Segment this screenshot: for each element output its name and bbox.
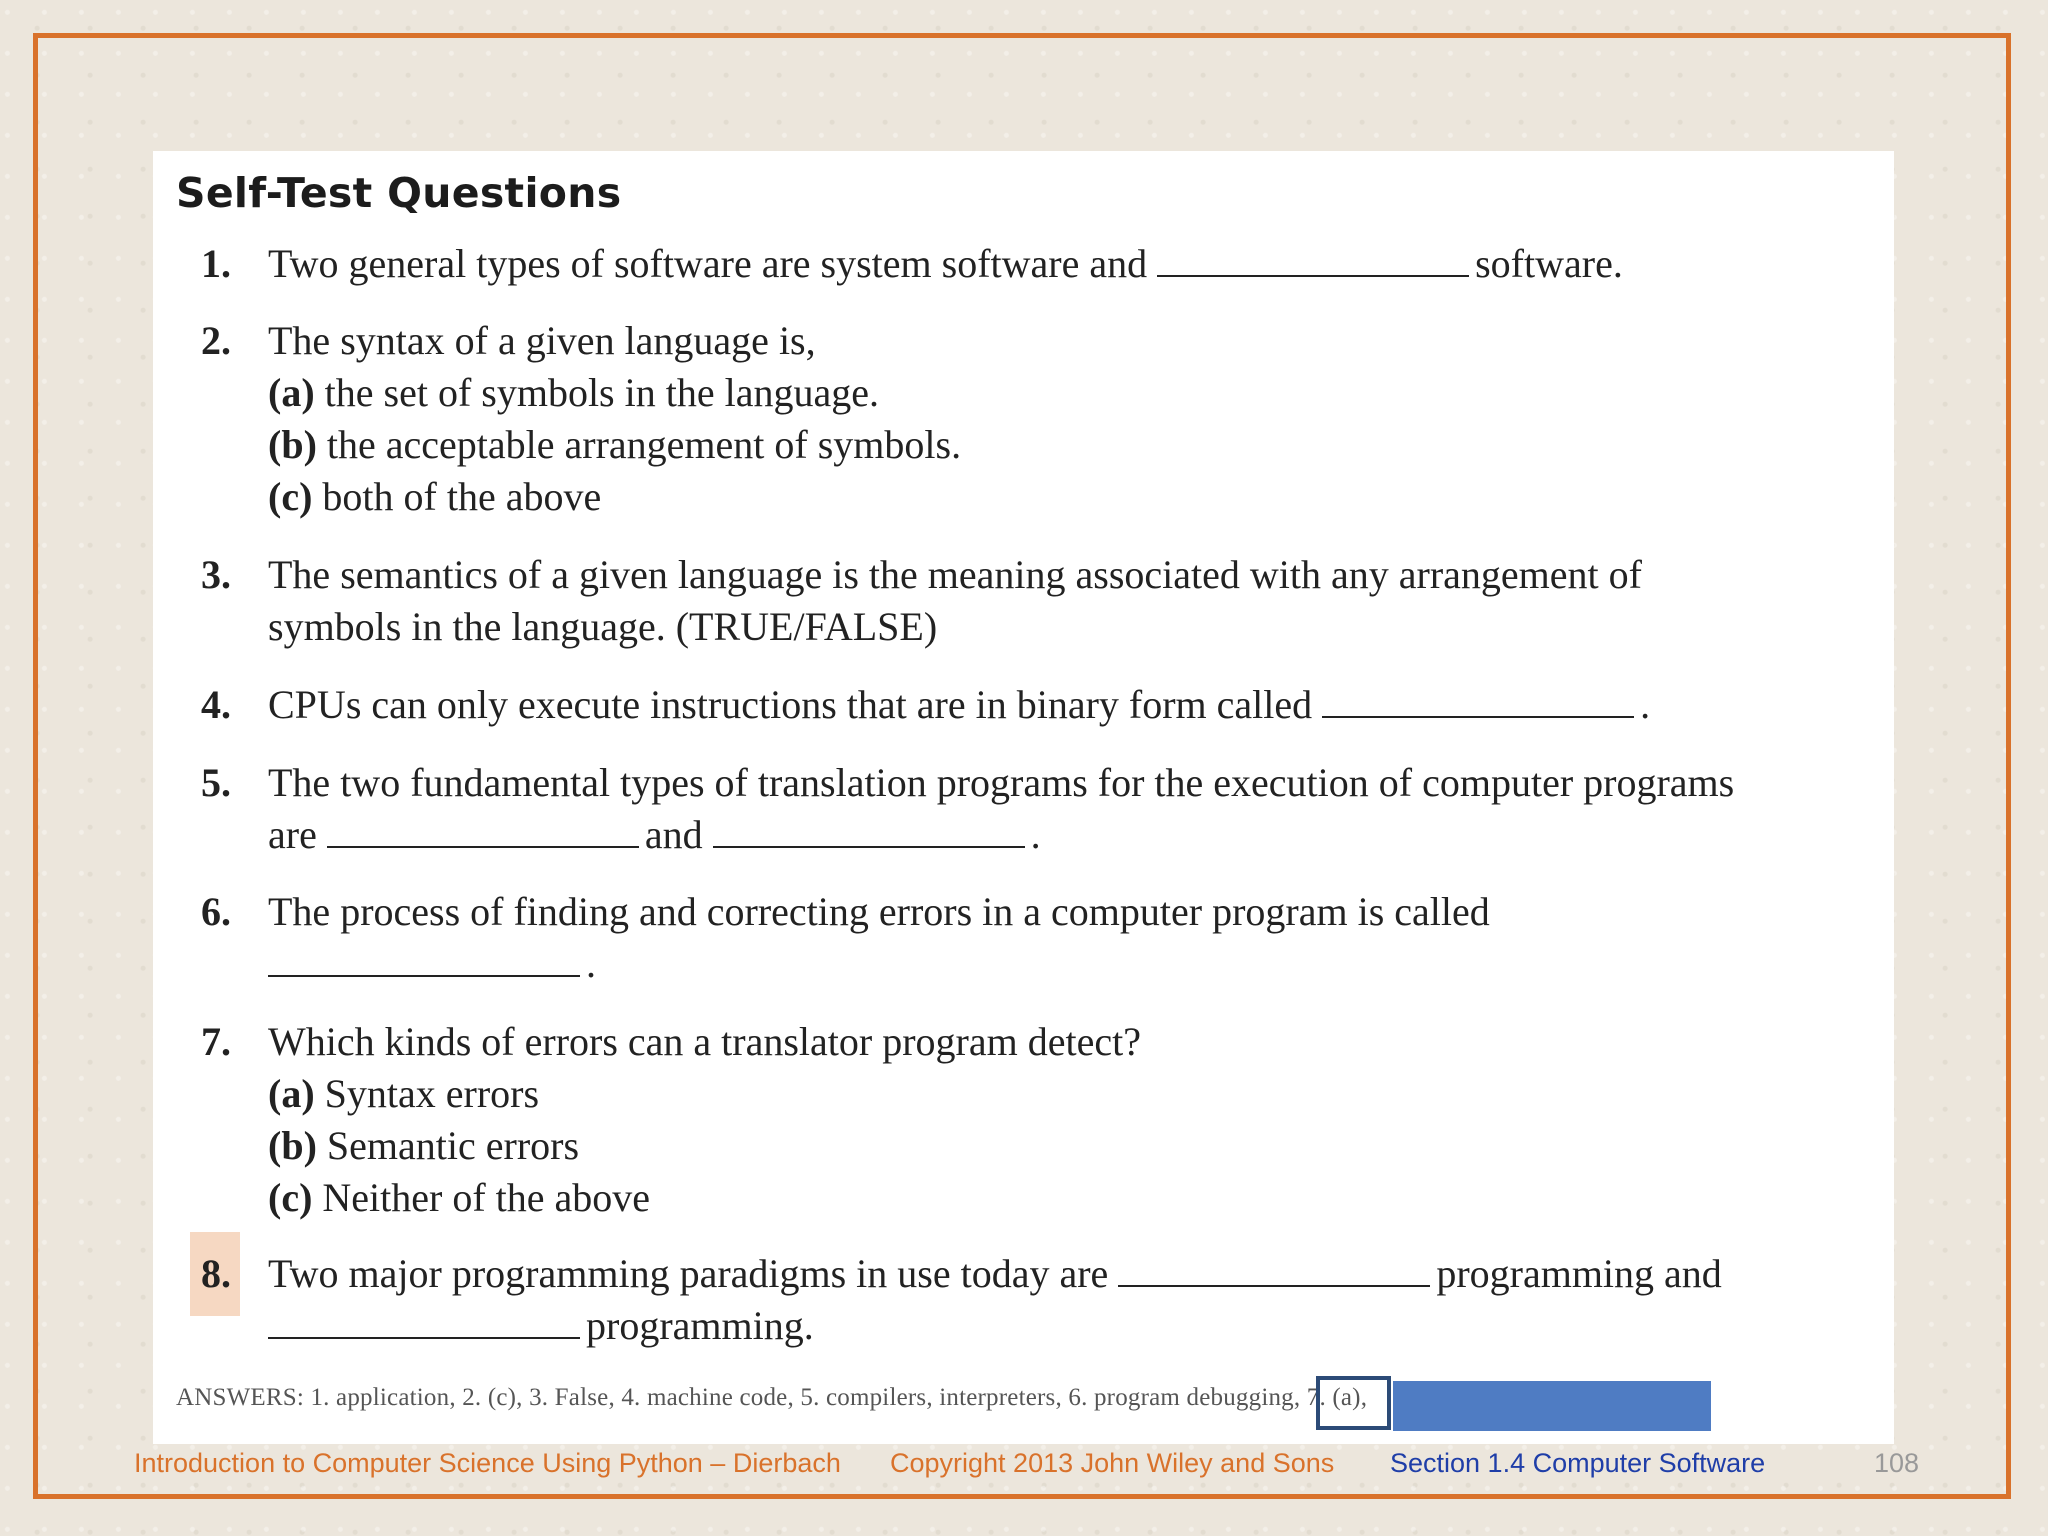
footer-book-title: Introduction to Computer Science Using Python – Dierbach: [134, 1448, 841, 1478]
page-number: 108: [1874, 1448, 1920, 1478]
answer-blank: [713, 846, 1025, 848]
answer-blank: [1157, 275, 1469, 277]
question-number: 3.: [201, 552, 231, 597]
answer-highlight-box: [1316, 1376, 1391, 1430]
question-text: The two fundamental types of translation programs for the execution of computer programs: [268, 760, 1735, 805]
question-text: The syntax of a given language is,: [268, 318, 816, 363]
question-number: 2.: [201, 318, 231, 363]
question-text: .: [1030, 812, 1041, 857]
footer-copyright: Copyright 2013 John Wiley and Sons: [890, 1448, 1335, 1478]
question-text: Two general types of software are system software and: [268, 241, 1148, 286]
page-title: Self-Test Questions: [176, 169, 622, 217]
footer-section: Section 1.4 Computer Software: [1390, 1448, 1766, 1478]
option-a: (a) the set of symbols in the language.: [268, 370, 879, 415]
answer-blank: [1118, 1285, 1430, 1287]
question-text: symbols in the language. (TRUE/FALSE): [268, 604, 938, 649]
question-text: CPUs can only execute instructions that are in binary form called: [268, 682, 1313, 727]
question-text: .: [586, 941, 596, 986]
question-number: 7.: [201, 1019, 231, 1064]
option-c: (c) Neither of the above: [268, 1175, 651, 1220]
option-b: (b) Semantic errors: [268, 1123, 580, 1168]
answer-blank: [1322, 716, 1634, 718]
answer-blank: [327, 846, 639, 848]
question-number: 5.: [201, 760, 231, 805]
option-c: (c) both of the above: [268, 474, 602, 519]
question-text: programming.: [586, 1303, 814, 1348]
question-text: are: [268, 812, 317, 857]
question-text: .: [1640, 682, 1651, 727]
question-number: 8.: [201, 1251, 231, 1296]
question-number: 4.: [201, 682, 231, 727]
question-panel: [153, 151, 1894, 1444]
question-text: software.: [1475, 241, 1623, 286]
question-text: Which kinds of errors can a translator program detect?: [268, 1019, 1141, 1064]
question-text: and: [644, 812, 703, 857]
option-b: (b) the acceptable arrangement of symbols.: [268, 422, 962, 467]
question-number: 1.: [201, 241, 231, 286]
answer-blank: [268, 1337, 580, 1339]
answers-line: ANSWERS: 1. application, 2. (c), 3. False, 4. machine code, 5. compilers, interpreters, 6. program debugging, 7. (a),: [176, 1384, 1368, 1411]
option-a: (a) Syntax errors: [268, 1071, 540, 1116]
question-number: 6.: [201, 889, 231, 934]
answer-blank: [268, 975, 580, 977]
question-text: The process of finding and correcting errors in a computer program is called: [268, 889, 1490, 934]
question-text: The semantics of a given language is the meaning associated with any arrangement of: [268, 552, 1642, 597]
question-text: Two major programming paradigms in use today are: [268, 1251, 1109, 1296]
question-text: programming and: [1436, 1251, 1722, 1296]
answer-cover-box: [1393, 1381, 1711, 1431]
